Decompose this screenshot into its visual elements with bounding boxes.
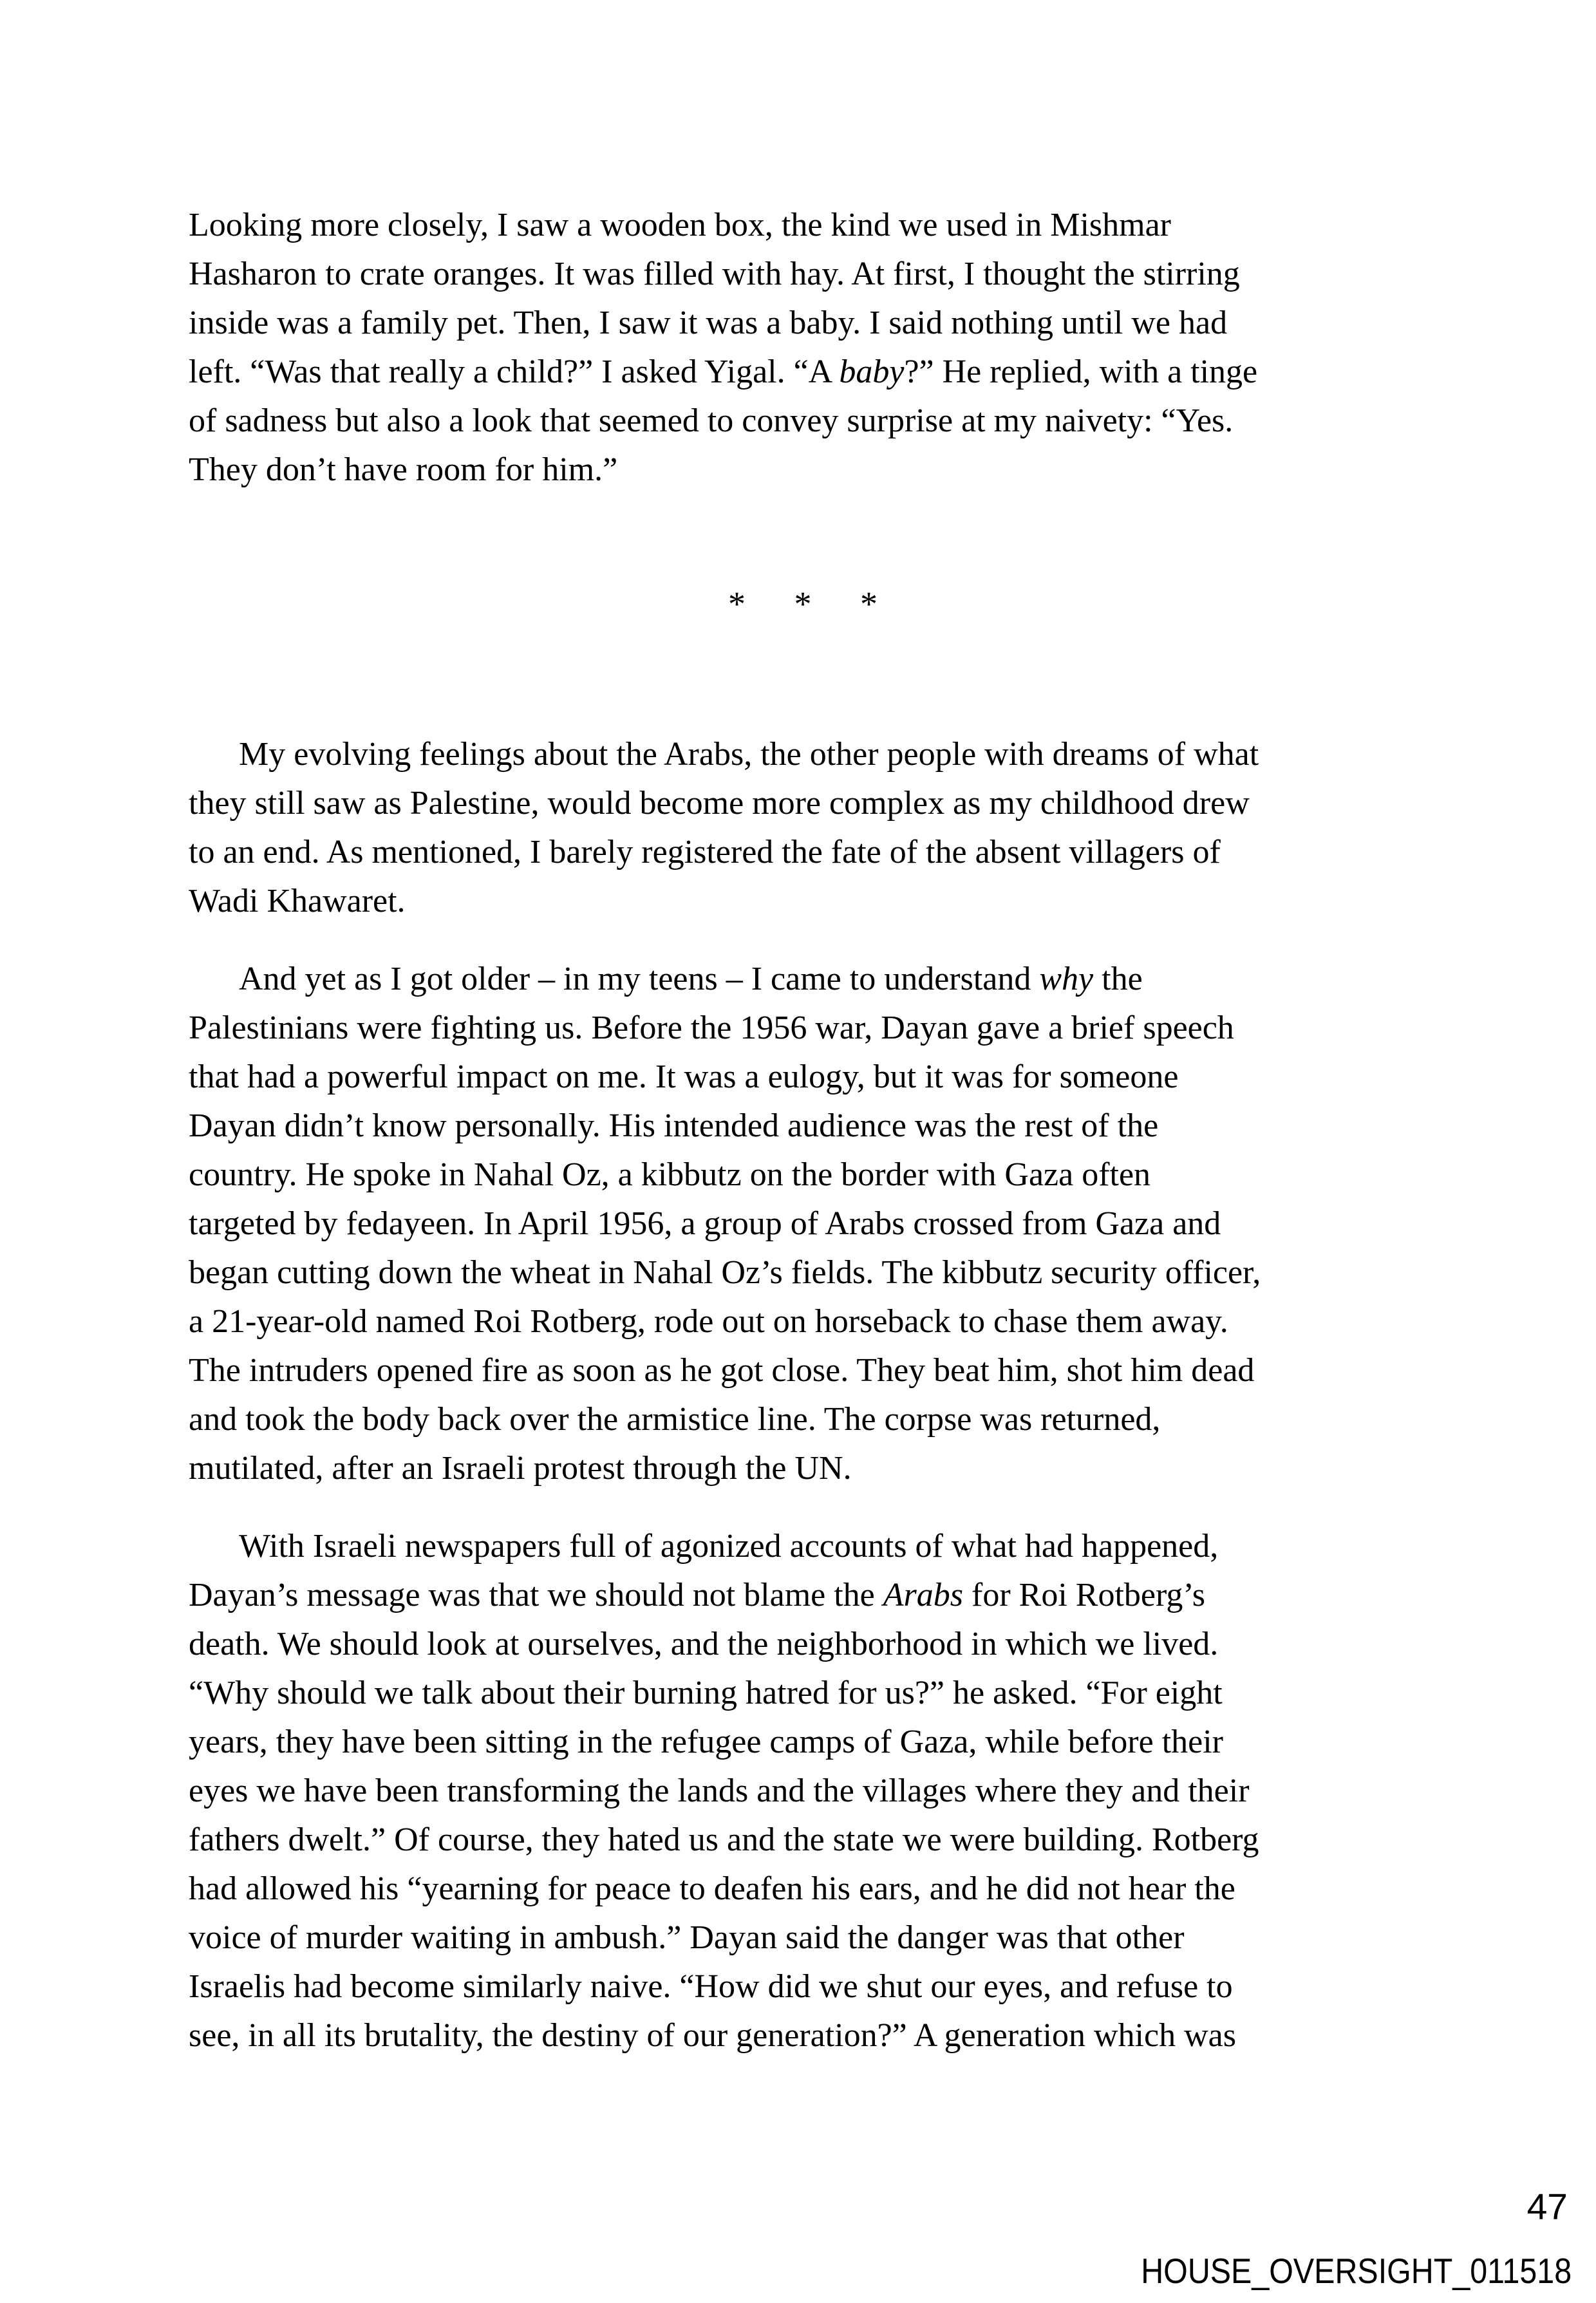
text-segment: My evolving feelings about the Arabs, the other people with dreams of what <box>239 736 1259 773</box>
paragraph-4 <box>189 1522 1418 2060</box>
italic-text: baby <box>839 353 905 390</box>
text-line <box>189 955 1418 1004</box>
text-line <box>189 1004 1418 1053</box>
text-line <box>189 299 1418 348</box>
bates-stamp: HOUSE_OVERSIGHT_011518 <box>1141 2251 1572 2291</box>
text-segment: they still saw as Palestine, would become more complex as my childhood drew <box>189 785 1250 822</box>
text-line <box>189 1297 1418 1346</box>
text-line <box>189 397 1418 446</box>
italic-text: Arabs <box>883 1577 963 1613</box>
text-segment: began cutting down the wheat in Nahal Oz’s fields. The kibbutz security officer, <box>189 1254 1261 1291</box>
text-segment: targeted by fedayeen. In April 1956, a group of Arabs crossed from Gaza and <box>189 1205 1221 1242</box>
text-segment: that had a powerful impact on me. It was a eulogy, but it was for someone <box>189 1058 1179 1095</box>
text-segment: Hasharon to crate oranges. It was filled with hay. At first, I thought the stirring <box>189 256 1240 292</box>
text-segment: Palestinians were fighting us. Before the 1956 war, Dayan gave a brief speech <box>189 1010 1234 1046</box>
text-segment: see, in all its brutality, the destiny of our generation?” A generation which was <box>189 2017 1236 2054</box>
text-line <box>189 1620 1418 1669</box>
text-line <box>189 1669 1418 1718</box>
text-segment: years, they have been sitting in the refugee camps of Gaza, while before their <box>189 1724 1223 1760</box>
text-line <box>189 1199 1418 1248</box>
text-line <box>189 1522 1418 1571</box>
text-line <box>189 1767 1418 1816</box>
text-segment: Dayan didn’t know personally. His intended audience was the rest of the <box>189 1107 1159 1144</box>
paragraph-2 <box>189 730 1418 926</box>
text-segment: a 21-year-old named Roi Rotberg, rode out on horseback to chase them away. <box>189 1303 1228 1340</box>
text-segment: The intruders opened fire as soon as he got close. They beat him, shot him dead <box>189 1352 1255 1389</box>
text-line <box>189 1151 1418 1199</box>
text-segment: left. “Was that really a child?” I asked Yigal. “A <box>189 353 840 390</box>
text-line <box>189 1816 1418 1865</box>
text-line <box>189 1102 1418 1151</box>
text-line <box>189 779 1418 828</box>
paragraph-3 <box>189 955 1418 1493</box>
text-line <box>189 1053 1418 1102</box>
text-segment: and took the body back over the armistice line. The corpse was returned, <box>189 1401 1161 1438</box>
text-line <box>189 1395 1418 1444</box>
text-line <box>189 1346 1418 1395</box>
text-segment: “Why should we talk about their burning hatred for us?” he asked. “For eight <box>189 1675 1223 1711</box>
text-line <box>189 1913 1418 1962</box>
text-segment: inside was a family pet. Then, I saw it was a baby. I said nothing until we had <box>189 305 1228 341</box>
text-line <box>189 730 1418 779</box>
italic-text: why <box>1039 961 1094 997</box>
text-segment: Wadi Khawaret. <box>189 883 406 919</box>
text-line <box>189 1571 1418 1620</box>
text-segment: Looking more closely, I saw a wooden box, the kind we used in Mishmar <box>189 207 1172 243</box>
text-line <box>189 348 1418 397</box>
text-segment: country. He spoke in Nahal Oz, a kibbutz on the border with Gaza often <box>189 1156 1151 1193</box>
section-separator: * * * <box>728 585 879 623</box>
text-segment: With Israeli newspapers full of agonized accounts of what had happened, <box>239 1528 1219 1565</box>
text-line <box>189 201 1418 250</box>
text-segment: the <box>1093 961 1143 997</box>
text-segment: for Roi Rotberg’s <box>963 1577 1206 1613</box>
text-segment: Israelis had become similarly naive. “How did we shut our eyes, and refuse to <box>189 1968 1233 2005</box>
text-segment: They don’t have room for him.” <box>189 451 618 488</box>
text-line <box>189 1718 1418 1767</box>
text-segment: mutilated, after an Israeli protest through the UN. <box>189 1450 852 1487</box>
paragraph-1 <box>189 201 1418 494</box>
text-segment: of sadness but also a look that seemed to convey surprise at my naivety: “Yes. <box>189 402 1234 439</box>
text-segment: had allowed his “yearning for peace to deafen his ears, and he did not hear the <box>189 1870 1235 1907</box>
page-number: 47 <box>1526 2186 1568 2228</box>
text-segment: to an end. As mentioned, I barely registered the fate of the absent villagers of <box>189 834 1221 870</box>
text-segment: eyes we have been transforming the lands and the villages where they and their <box>189 1772 1250 1809</box>
text-segment: And yet as I got older – in my teens – I came to understand <box>239 961 1040 997</box>
text-line <box>189 877 1418 926</box>
text-line <box>189 446 1418 494</box>
text-line <box>189 1865 1418 1913</box>
text-segment: Dayan’s message was that we should not blame the <box>189 1577 883 1613</box>
text-line <box>189 1962 1418 2011</box>
text-segment: fathers dwelt.” Of course, they hated us and the state we were building. Rotberg <box>189 1821 1259 1858</box>
text-line <box>189 250 1418 299</box>
text-line <box>189 1444 1418 1493</box>
text-line <box>189 2011 1418 2060</box>
text-line <box>189 828 1418 877</box>
text-segment: voice of murder waiting in ambush.” Dayan said the danger was that other <box>189 1919 1185 1956</box>
text-segment: ?” He replied, with a tinge <box>904 353 1258 390</box>
text-segment: death. We should look at ourselves, and the neighborhood in which we lived. <box>189 1626 1219 1662</box>
page-body <box>189 201 1418 2089</box>
text-line <box>189 1248 1418 1297</box>
